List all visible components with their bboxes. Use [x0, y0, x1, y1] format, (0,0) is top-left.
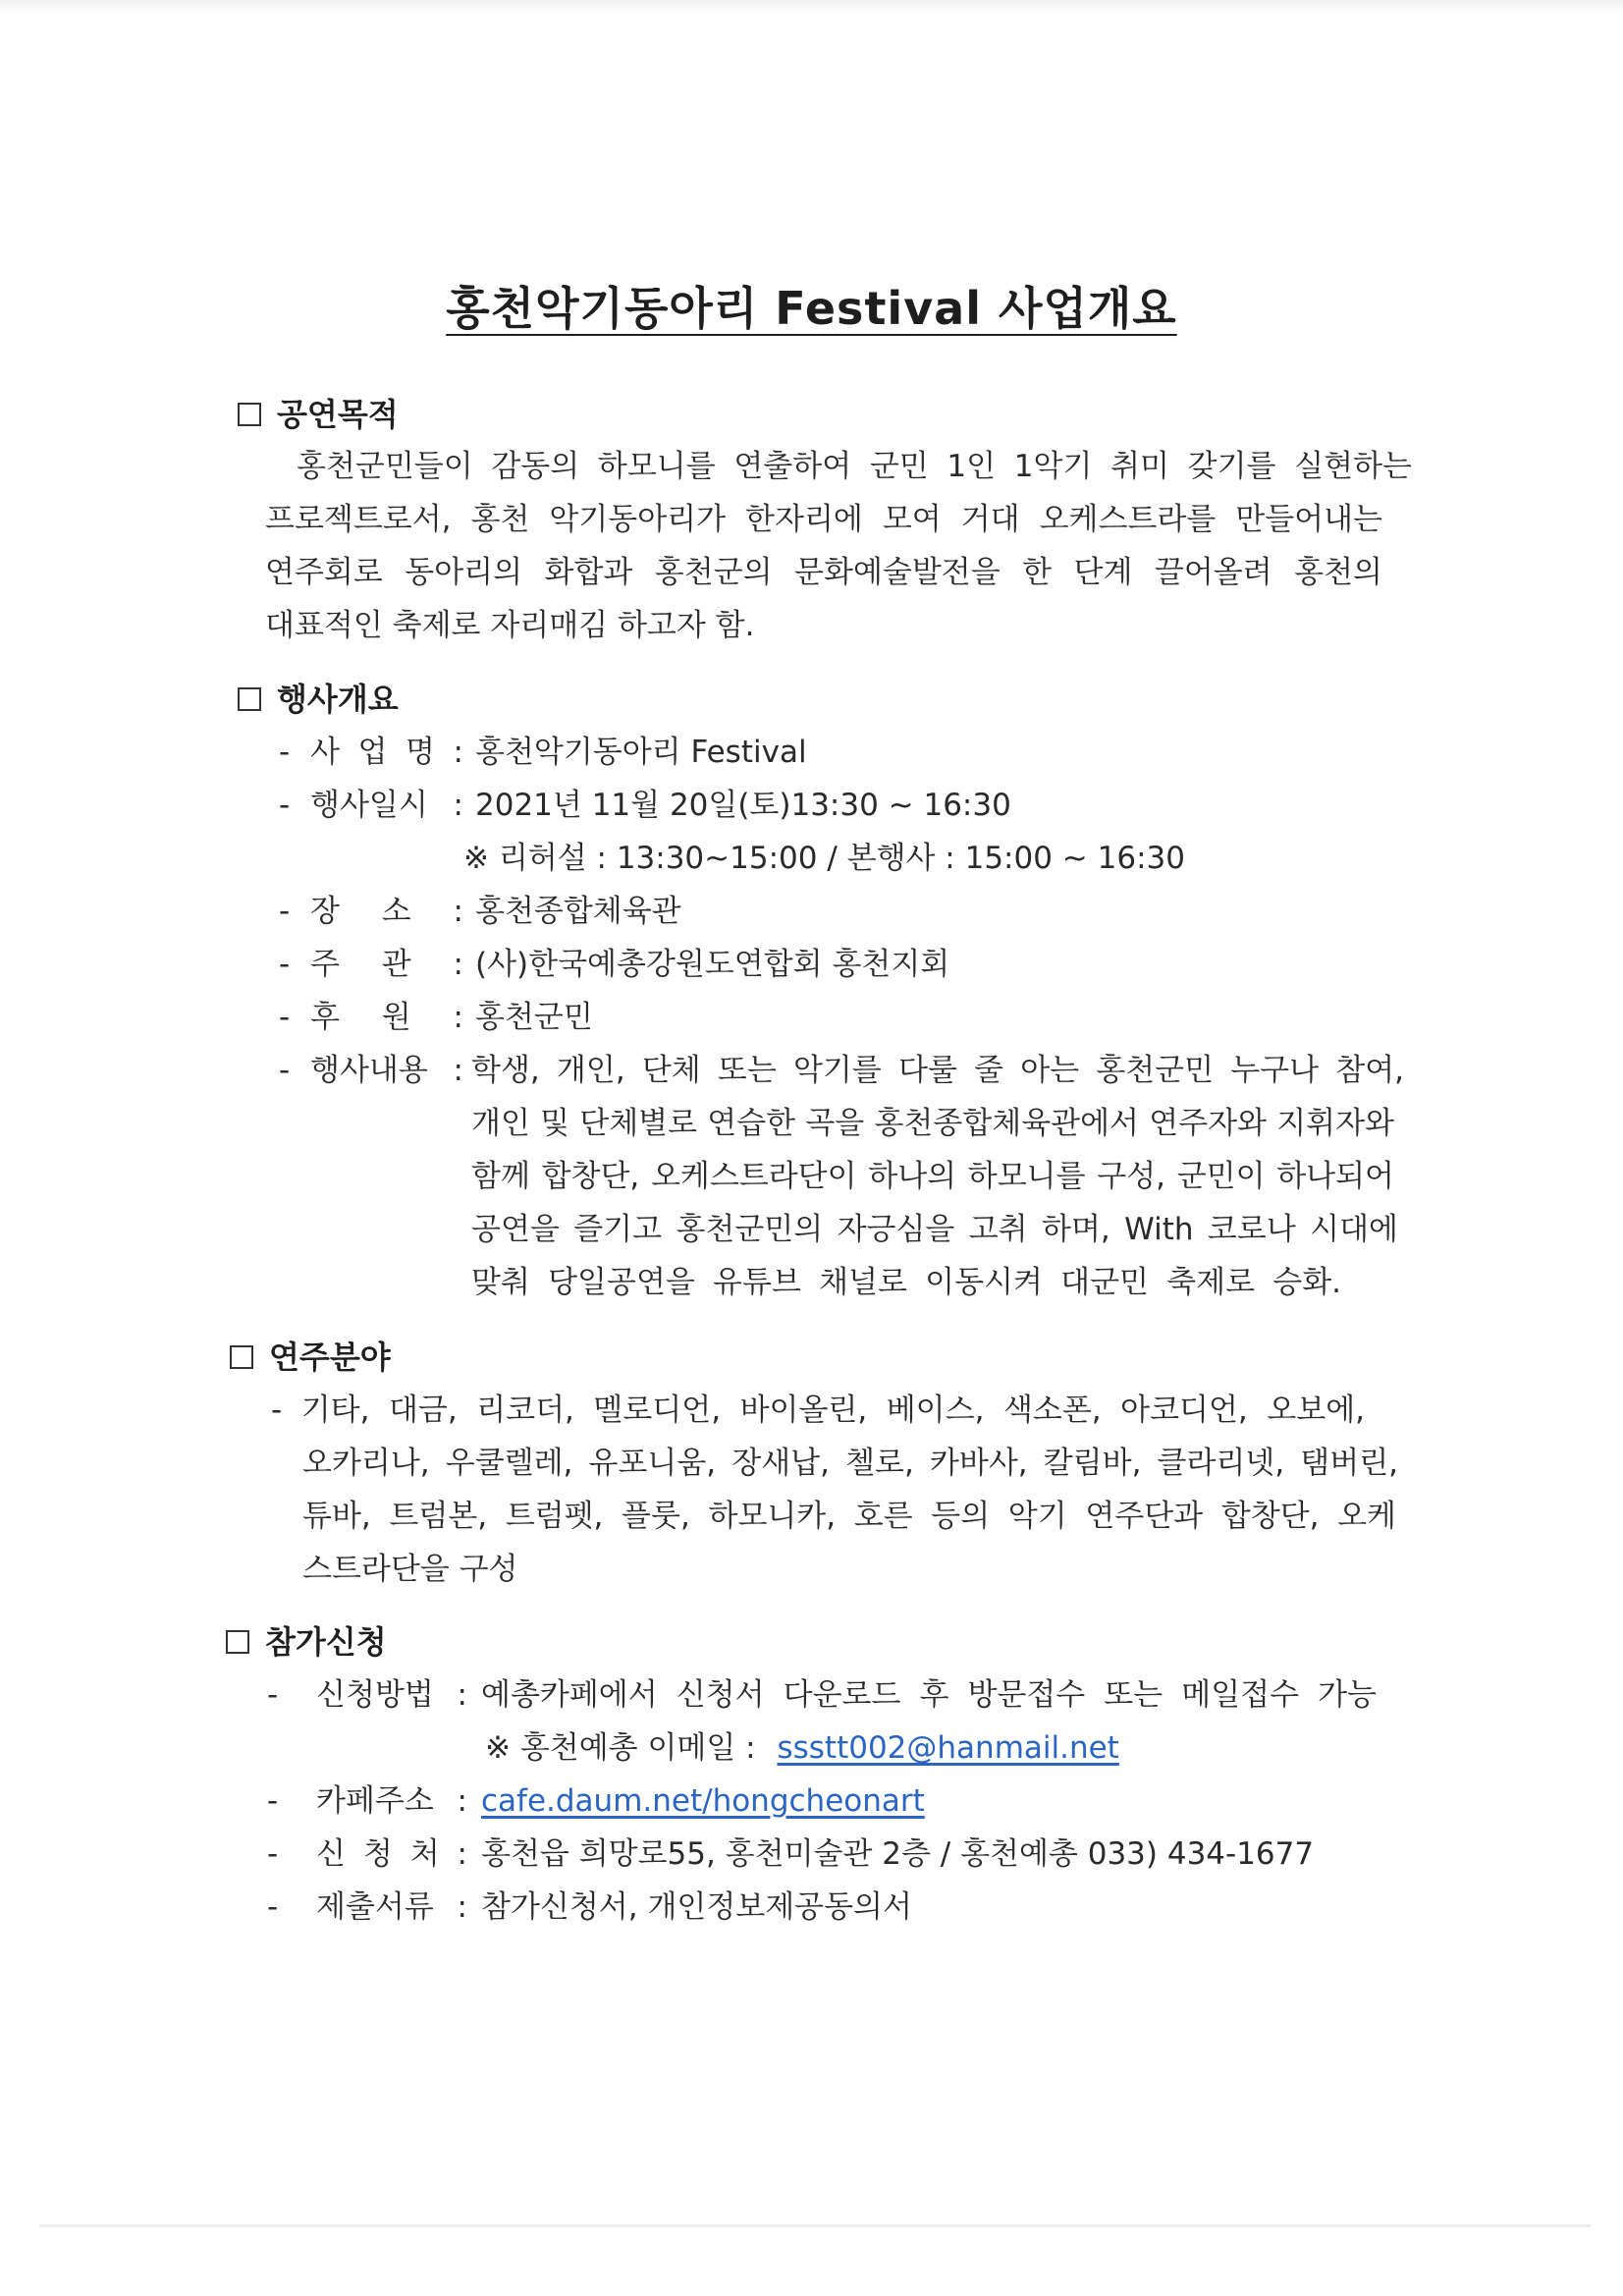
overview-content-line-5: 맞춰 당일공연을 유튜브 채널로 이동시켜 대군민 축제로 승화.: [471, 1265, 1341, 1300]
apply-dash: -: [267, 1783, 279, 1819]
overview-dash: -: [279, 735, 291, 770]
overview-value-venue: 홍천종합체육관: [475, 894, 681, 929]
overview-label-name: 사 업 명 :: [310, 735, 463, 770]
section-heading-overview: 행사개요: [238, 680, 399, 719]
section-heading-apply: 참가신청: [226, 1622, 387, 1662]
field-line-3: 튜바, 트럼본, 트럼펫, 플룻, 하모니카, 호른 등의 악기 연주단과 합창단, 오케: [302, 1499, 1396, 1534]
overview-dash: -: [279, 788, 291, 823]
overview-label-sponsor: 후 원 :: [310, 1000, 463, 1035]
apply-dash: -: [267, 1889, 279, 1925]
overview-content-line-2: 개인 및 단체별로 연습한 곡을 홍천종합체육관에서 연주자와 지휘자와: [471, 1106, 1394, 1141]
apply-docs-value: 참가신청서, 개인정보제공동의서: [481, 1889, 912, 1925]
purpose-line-4: 대표적인 축제로 자리매김 하고자 함.: [265, 608, 755, 643]
document-title: 홍천악기동아리 Festival 사업개요: [446, 282, 1177, 335]
cafe-link[interactable]: cafe.daum.net/hongcheonart: [481, 1783, 925, 1819]
overview-content-line-3: 함께 합창단, 오케스트라단이 하나의 하모니를 구성, 군민이 하나되어: [471, 1159, 1394, 1194]
overview-label-host: 주 관 :: [310, 947, 463, 982]
apply-place-value: 홍천읍 희망로55, 홍천미술관 2층 / 홍천예총 033) 434-1677: [481, 1836, 1315, 1872]
overview-dash: -: [279, 947, 291, 982]
purpose-line-1: 홍천군민들이 감동의 하모니를 연출하여 군민 1인 1악기 취미 갖기를 실현하는: [297, 449, 1412, 484]
overview-value-name: 홍천악기동아리 Festival: [475, 735, 807, 770]
overview-content-line-4: 공연을 즐기고 홍천군민의 자긍심을 고취 하며, With 코로나 시대에: [471, 1212, 1398, 1247]
overview-dash: -: [279, 1053, 291, 1088]
apply-method-label: 신청방법 :: [316, 1677, 467, 1713]
checkbox-icon: [226, 1630, 249, 1654]
field-line-4: 스트라단을 구성: [302, 1552, 518, 1587]
overview-rehearsal-note: ※ 리허설 : 13:30~15:00 / 본행사 : 15:00 ~ 16:30: [463, 841, 1185, 876]
overview-label-date: 행사일시 :: [310, 788, 463, 823]
apply-docs-label: 제출서류 :: [316, 1889, 467, 1925]
apply-email-line: [485, 1728, 1119, 1768]
checkbox-icon: [238, 687, 261, 711]
field-line-2: 오카리나, 우쿨렐레, 유포니움, 장새납, 첼로, 카바사, 칼림바, 클라리넷, 탬버린,: [302, 1446, 1398, 1481]
purpose-line-2: 프로젝트로서, 홍천 악기동아리가 한자리에 모여 거대 오케스트라를 만들어내는: [265, 502, 1382, 537]
overview-value-sponsor: 홍천군민: [475, 1000, 593, 1035]
checkbox-icon: [238, 403, 261, 426]
section-heading-purpose: 공연목적: [238, 395, 399, 434]
overview-value-date: 2021년 11월 20일(토)13:30 ~ 16:30: [475, 788, 1011, 823]
apply-dash: -: [267, 1677, 279, 1713]
section-heading-field: 연주분야: [230, 1338, 391, 1377]
overview-dash: -: [279, 1000, 291, 1035]
apply-dash: -: [267, 1836, 279, 1872]
overview-value-host: (사)한국예총강원도연합회 홍천지회: [475, 947, 950, 982]
email-prefix: ※ 홍천예총 이메일 :: [485, 1730, 756, 1766]
overview-label-content: 행사내용 :: [310, 1053, 463, 1088]
overview-content-line-1: 학생, 개인, 단체 또는 악기를 다룰 줄 아는 홍천군민 누구나 참여,: [471, 1053, 1404, 1088]
overview-label-venue: 장 소 :: [310, 894, 463, 929]
checkbox-icon: [230, 1345, 253, 1369]
purpose-line-3: 연주회로 동아리의 화합과 홍천군의 문화예술발전을 한 단계 끌어올려 홍천의: [265, 555, 1382, 590]
apply-place-label: 신 청 처 :: [316, 1836, 467, 1872]
apply-cafe-label: 카페주소 :: [316, 1783, 467, 1819]
email-link[interactable]: ssstt002@hanmail.net: [777, 1730, 1119, 1766]
field-line-1: - 기타, 대금, 리코더, 멜로디언, 바이올린, 베이스, 색소폰, 아코디언, 오보에,: [271, 1393, 1365, 1428]
overview-dash: -: [279, 894, 291, 929]
apply-method-value: 예총카페에서 신청서 다운로드 후 방문접수 또는 메일접수 가능: [481, 1677, 1377, 1713]
scan-edge-bottom: [39, 2224, 1591, 2227]
